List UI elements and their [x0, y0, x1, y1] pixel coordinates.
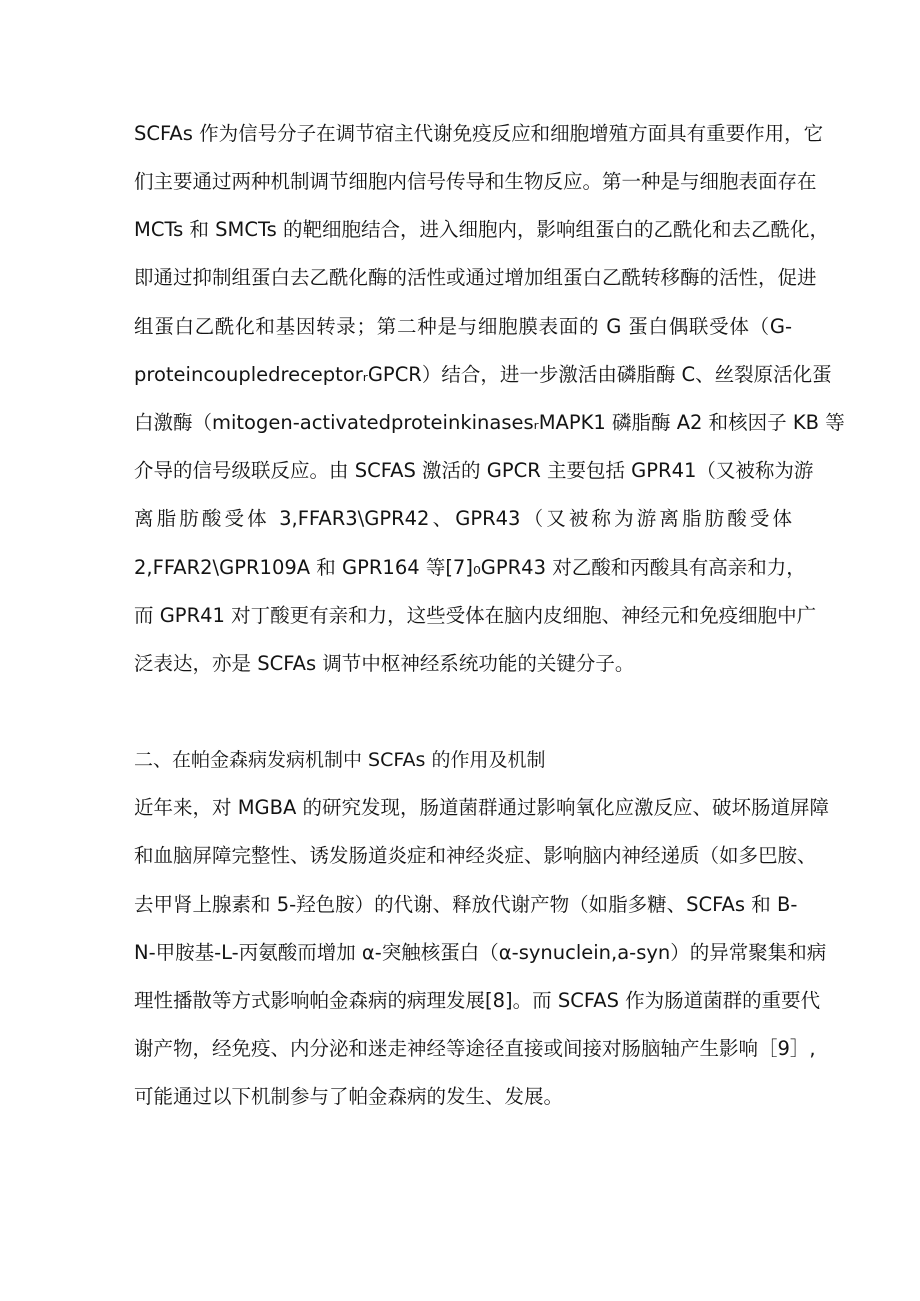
text-line: 谢产物，经免疫、内分泌和迷走神经等途径直接或间接对肠脑轴产生影响［9］, [134, 1037, 816, 1060]
text-line: 组蛋白乙酰化和基因转录；第二种是与细胞膜表面的 G 蛋白偶联受体（G- [134, 315, 792, 338]
text-line: N-甲胺基-L-丙氨酸而增加 α-突触核蛋白（α-synuclein,a-syn）的异常聚集和病 [134, 941, 827, 964]
text-line: proteincoupledreceptorᵣGPCR）结合，进一步激活由磷脂酶 C、丝裂原活化蛋 [134, 363, 832, 386]
text-line: 即通过抑制组蛋白去乙酰化酶的活性或通过增加组蛋白乙酰转移酶的活性，促进 [134, 266, 817, 289]
text-line: SCFAs 作为信号分子在调节宿主代谢免疫反应和细胞增殖方面具有重要作用，它 [134, 122, 824, 145]
text-line: 近年来，对 MGBA 的研究发现，肠道菌群通过影响氧化应激反应、破坏肠道屏障 [134, 796, 830, 819]
section-heading: 二、在帕金森病发病机制中 SCFAs 的作用及机制 [134, 749, 546, 771]
text-line: 2,FFAR2\GPR109A 和 GPR164 等[7]₀GPR43 对乙酸和丙酸具有高亲和力， [134, 556, 806, 579]
text-line: 去甲肾上腺素和 5-羟色胺）的代谢、释放代谢产物（如脂多糖、SCFAs 和 B- [134, 893, 798, 916]
text-line: 离脂肪酸受体 3,FFAR3\GPR42、GPR43（又被称为游离脂肪酸受体 [134, 507, 792, 530]
text-line: 白激酶（mitogen-activatedproteinkinasesᵣMAPK1 磷脂酶 A2 和核因子 KB 等 [134, 411, 845, 434]
text-line: 和血脑屏障完整性、诱发肠道炎症和神经炎症、影响脑内神经递质（如多巴胺、 [134, 844, 817, 867]
text-line: 而 GPR41 对丁酸更有亲和力，这些受体在脑内皮细胞、神经元和免疫细胞中广 [134, 604, 817, 627]
text-line: 们主要通过两种机制调节细胞内信号传导和生物反应。第一种是与细胞表面存在 [134, 170, 817, 193]
text-line: 介导的信号级联反应。由 SCFAS 激活的 GPCR 主要包括 GPR41（又被称为游 [134, 459, 814, 482]
text-line: 理性播散等方式影响帕金森病的病理发展[8]。而 SCFAS 作为肠道菌群的重要代 [134, 989, 821, 1012]
text-line: 泛表达，亦是 SCFAs 调节中枢神经系统功能的关键分子。 [134, 652, 635, 675]
text-line: MCTs 和 SMCTs 的靶细胞结合，进入细胞内，影响组蛋白的乙酰化和去乙酰化， [134, 218, 830, 241]
text-line: 可能通过以下机制参与了帕金森病的发生、发展。 [134, 1085, 564, 1108]
